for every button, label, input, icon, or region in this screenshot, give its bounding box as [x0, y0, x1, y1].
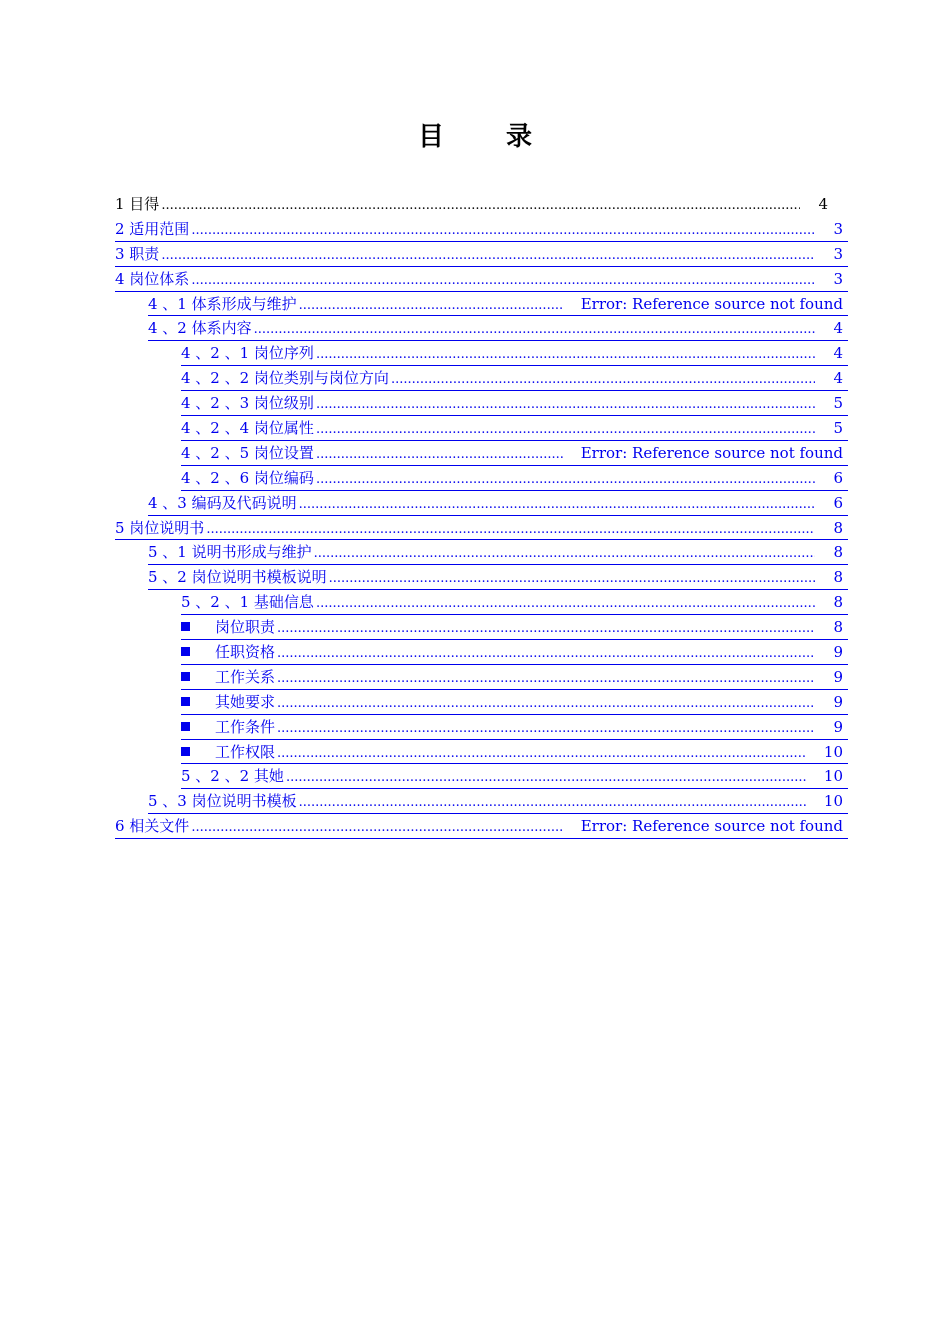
toc-page-number: 4: [833, 344, 843, 363]
dot-leader: [299, 292, 563, 319]
toc-page-number: 8: [833, 593, 843, 612]
toc-entry-label: [148, 292, 297, 317]
dot-leader: [277, 615, 815, 642]
toc-entry[interactable]: [148, 565, 848, 590]
toc-entry-label: [115, 217, 189, 242]
square-bullet-icon: [181, 697, 190, 706]
toc-entry-text: 4 、2 、1 岗位序列: [181, 344, 314, 363]
dot-leader: [391, 366, 816, 393]
toc-entry[interactable]: [148, 491, 848, 516]
toc-entry-label: [181, 640, 275, 665]
toc-page-number: 8: [833, 518, 843, 537]
toc-page-number: Error: Reference source not found: [580, 817, 843, 836]
toc-entry-text: 4 、1 体系形成与维护: [148, 294, 297, 313]
toc-entry-text: 工作权限: [215, 742, 276, 761]
page-title: [0, 116, 950, 153]
toc-entry-text: 2 适用范围: [115, 219, 190, 238]
toc-entry-label: [181, 391, 314, 416]
toc-entry-text: 4 、2 、5 岗位设置: [181, 443, 314, 462]
toc-entry-label: [181, 740, 275, 765]
toc-page-number: 4: [818, 195, 828, 213]
toc-entry[interactable]: [181, 615, 848, 640]
toc-page-number: Error: Reference source not found: [580, 294, 843, 313]
toc-page-number: 9: [833, 643, 843, 662]
dot-leader: [161, 192, 800, 219]
dot-leader: [206, 516, 815, 543]
toc-entry[interactable]: [148, 540, 848, 565]
dot-leader: [316, 391, 816, 418]
toc-entry[interactable]: [181, 441, 848, 466]
toc-entry-text: 4 、3 编码及代码说明: [148, 493, 297, 512]
toc-entry[interactable]: [181, 665, 848, 690]
toc-entry-text: 5 、3 岗位说明书模板: [148, 792, 297, 811]
toc-entry-label: [115, 267, 189, 292]
square-bullet-icon: [181, 747, 190, 756]
toc-page-number: 8: [833, 568, 843, 587]
toc-entry[interactable]: [115, 814, 848, 839]
toc-entry-text: 5 、2 岗位说明书模板说明: [148, 568, 327, 587]
toc-entry-text: 5 岗位说明书: [115, 518, 205, 537]
toc-page-number: 5: [833, 419, 843, 438]
toc-page-number: 8: [833, 618, 843, 637]
toc-entry[interactable]: [181, 740, 848, 765]
toc-entry[interactable]: [148, 292, 848, 317]
toc-entry-label: [181, 764, 284, 789]
dot-leader: [277, 665, 815, 692]
title-char-2: 录: [506, 122, 533, 152]
toc-entry[interactable]: [148, 789, 848, 814]
toc-entry-label: [181, 416, 314, 441]
square-bullet-icon: [181, 672, 190, 681]
dot-leader: [316, 466, 816, 493]
toc-entry-text: 3 职责: [115, 244, 160, 263]
dot-leader: [316, 341, 816, 368]
toc-page-number: Error: Reference source not found: [580, 443, 843, 462]
toc-entry[interactable]: [181, 590, 848, 615]
toc-entry-label: [181, 665, 275, 690]
toc-entry[interactable]: [115, 217, 848, 242]
toc-entry[interactable]: [181, 466, 848, 491]
toc-page-number: 10: [823, 792, 843, 811]
dot-leader: [254, 316, 816, 343]
dot-leader: [316, 441, 563, 468]
toc-entry-label: [148, 316, 252, 341]
toc-page-number: 8: [833, 543, 843, 562]
toc-entry-text: 岗位职责: [215, 618, 276, 637]
dot-leader: [191, 814, 562, 841]
toc-page-number: 4: [833, 319, 843, 338]
toc-page-number: 9: [833, 667, 843, 686]
toc-entry[interactable]: [181, 690, 848, 715]
toc-entry-text: 任职资格: [215, 643, 276, 662]
table-of-contents: [115, 192, 848, 839]
toc-entry[interactable]: [115, 242, 848, 267]
toc-entry-label: [181, 366, 389, 391]
dot-leader: [299, 789, 806, 816]
toc-entry[interactable]: [181, 416, 848, 441]
toc-entry-label: [181, 690, 275, 715]
toc-entry-text: 4 、2 、2 岗位类别与岗位方向: [181, 369, 389, 388]
dot-leader: [277, 715, 815, 742]
dot-leader: [191, 217, 815, 244]
toc-entry-text: 5 、2 、2 其她: [181, 767, 284, 786]
toc-entry-text: 4 、2 体系内容: [148, 319, 252, 338]
toc-page-number: 5: [833, 394, 843, 413]
toc-page-number: 10: [823, 742, 843, 761]
toc-entry-label: [181, 590, 314, 615]
toc-page-number: 3: [833, 244, 843, 263]
toc-entry-label: [115, 516, 204, 541]
dot-leader: [277, 640, 815, 667]
square-bullet-icon: [181, 722, 190, 731]
dot-leader: [299, 491, 816, 518]
toc-page-number: 9: [833, 717, 843, 736]
toc-entry-text: 工作关系: [215, 667, 276, 686]
toc-entry-text: 4 岗位体系: [115, 269, 190, 288]
toc-entry-text: 5 、2 、1 基础信息: [181, 593, 314, 612]
toc-entry-text: 6 相关文件: [115, 817, 190, 836]
toc-entry-label: [148, 540, 312, 565]
toc-entry-text: 4 、2 、3 岗位级别: [181, 394, 314, 413]
toc-entry[interactable]: [181, 391, 848, 416]
toc-entry-text: 工作条件: [215, 717, 276, 736]
toc-entry: [115, 192, 848, 217]
toc-entry-label: [181, 715, 275, 740]
toc-entry-label: [115, 242, 159, 267]
toc-page-number: 6: [833, 468, 843, 487]
toc-entry[interactable]: [181, 715, 848, 740]
toc-entry[interactable]: [181, 366, 848, 391]
square-bullet-icon: [181, 647, 190, 656]
toc-entry-label: [148, 491, 297, 516]
toc-entry-label: [148, 789, 297, 814]
dot-leader: [191, 267, 815, 294]
toc-entry-text: 4 、2 、6 岗位编码: [181, 468, 314, 487]
dot-leader: [277, 740, 806, 767]
toc-page-number: 4: [833, 369, 843, 388]
toc-page-number: 3: [833, 219, 843, 238]
toc-entry[interactable]: [148, 316, 848, 341]
toc-entry-text: 5 、1 说明书形成与维护: [148, 543, 312, 562]
toc-entry-text: 1 目得: [115, 195, 160, 213]
toc-entry-label: [181, 441, 314, 466]
toc-entry-label: [115, 814, 189, 839]
toc-page-number: 6: [833, 493, 843, 512]
square-bullet-icon: [181, 622, 190, 631]
dot-leader: [316, 416, 816, 443]
toc-entry-text: 其她要求: [215, 692, 276, 711]
toc-entry-label: [181, 615, 275, 640]
dot-leader: [316, 590, 816, 617]
toc-entry[interactable]: [181, 341, 848, 366]
toc-entry[interactable]: [181, 764, 848, 789]
dot-leader: [277, 690, 815, 717]
toc-entry[interactable]: [181, 640, 848, 665]
toc-page-number: 9: [833, 692, 843, 711]
dot-leader: [329, 565, 816, 592]
dot-leader: [286, 764, 806, 791]
toc-page-number: 10: [823, 767, 843, 786]
toc-entry-label: [181, 466, 314, 491]
toc-entry-text: 4 、2 、4 岗位属性: [181, 419, 314, 438]
title-char-1: 目: [417, 122, 444, 152]
toc-entry-label: [181, 341, 314, 366]
toc-entry-label: [148, 565, 327, 590]
dot-leader: [161, 242, 815, 269]
dot-leader: [314, 540, 816, 567]
toc-entry[interactable]: [115, 516, 848, 541]
toc-entry-label: [115, 192, 159, 217]
toc-page-number: 3: [833, 269, 843, 288]
toc-entry[interactable]: [115, 267, 848, 292]
